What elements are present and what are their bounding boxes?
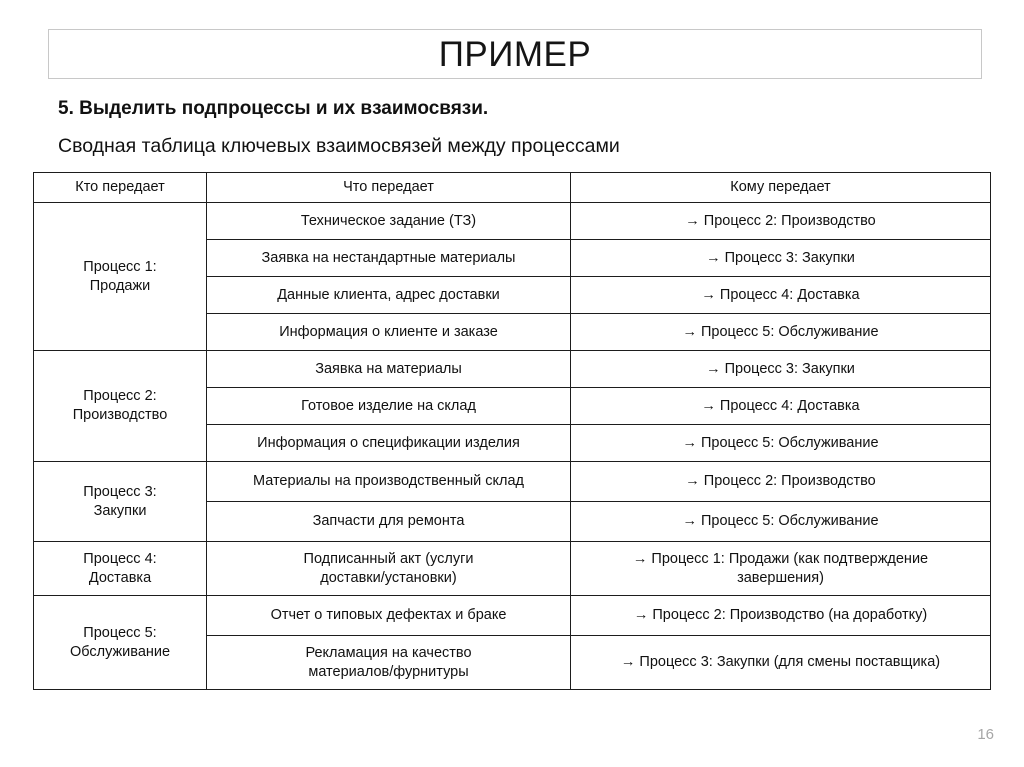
table-header-row [34, 173, 991, 203]
section-subheading: Сводная таблица ключевых взаимосвязей между процессами [58, 135, 620, 157]
slide-title-box [48, 29, 982, 79]
column-header-who: Кто передает [34, 173, 207, 203]
cell-transferred-item: Отчет о типовых дефектах и браке [207, 596, 571, 636]
table-row [34, 351, 991, 388]
cell-target-process: → Процесс 5: Обслуживание [571, 314, 991, 351]
cell-transferred-item: Материалы на производственный склад [207, 462, 571, 502]
cell-transferred-item: Информация о клиенте и заказе [207, 314, 571, 351]
cell-target-process: → Процесс 3: Закупки [571, 240, 991, 277]
process-relations-table [33, 172, 991, 690]
cell-transferred-item: Заявка на нестандартные материалы [207, 240, 571, 277]
cell-target-process: → Процесс 4: Доставка [571, 388, 991, 425]
cell-source-process: Процесс 4: Доставка [34, 542, 207, 596]
table-body [34, 203, 991, 690]
cell-source-process: Процесс 5: Обслуживание [34, 596, 207, 690]
cell-source-process: Процесс 3: Закупки [34, 462, 207, 542]
cell-source-process: Процесс 2: Производство [34, 351, 207, 462]
cell-transferred-item: Заявка на материалы [207, 351, 571, 388]
cell-target-process: → Процесс 2: Производство [571, 462, 991, 502]
column-header-whom: Кому передает [571, 173, 991, 203]
table-row [34, 203, 991, 240]
cell-transferred-item: Подписанный акт (услуги доставки/установки) [207, 542, 571, 596]
cell-target-process: → Процесс 3: Закупки (для смены поставщика) [571, 636, 991, 690]
cell-transferred-item: Рекламация на качество материалов/фурнитуры [207, 636, 571, 690]
cell-transferred-item: Данные клиента, адрес доставки [207, 277, 571, 314]
cell-target-process: → Процесс 2: Производство (на доработку) [571, 596, 991, 636]
cell-target-process: → Процесс 2: Производство [571, 203, 991, 240]
cell-target-process: → Процесс 4: Доставка [571, 277, 991, 314]
cell-transferred-item: Техническое задание (ТЗ) [207, 203, 571, 240]
page-number: 16 [977, 726, 994, 743]
cell-target-process: → Процесс 5: Обслуживание [571, 425, 991, 462]
table-row [34, 542, 991, 596]
section-heading: 5. Выделить подпроцессы и их взаимосвязи. [58, 98, 489, 119]
cell-target-process: → Процесс 1: Продажи (как подтверждение завершения) [571, 542, 991, 596]
cell-source-process: Процесс 1: Продажи [34, 203, 207, 351]
cell-transferred-item: Информация о спецификации изделия [207, 425, 571, 462]
table-row [34, 596, 991, 636]
cell-target-process: → Процесс 5: Обслуживание [571, 502, 991, 542]
table-row [34, 462, 991, 502]
cell-target-process: → Процесс 3: Закупки [571, 351, 991, 388]
cell-transferred-item: Запчасти для ремонта [207, 502, 571, 542]
page-title: ПРИМЕР [438, 34, 592, 74]
column-header-what: Что передает [207, 173, 571, 203]
cell-transferred-item: Готовое изделие на склад [207, 388, 571, 425]
